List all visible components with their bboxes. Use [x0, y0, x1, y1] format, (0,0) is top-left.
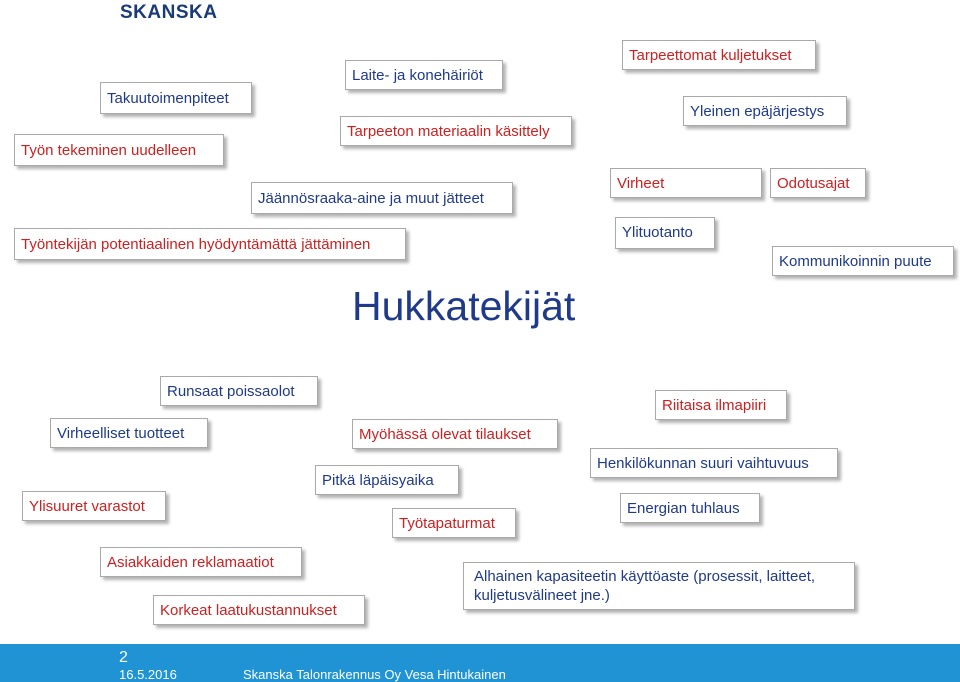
box-jaannosraaka-aine: Jäännösraaka-aine ja muut jätteet	[251, 182, 513, 214]
box-virheet: Virheet	[610, 168, 762, 198]
page-title: Hukkatekijät	[352, 283, 576, 329]
box-tarpeeton-materiaalin-kasittely: Tarpeeton materiaalin käsittely	[340, 116, 572, 146]
box-takuutoimenpiteet: Takuutoimenpiteet	[100, 82, 252, 114]
box-henkilokunnan-suuri-vaihtuvuus: Henkilökunnan suuri vaihtuvuus	[590, 448, 838, 478]
skanska-logo: SKANSKA	[120, 2, 218, 23]
footer-bar	[0, 644, 960, 682]
box-alhainen-kapasiteetin-kayttoaste: Alhainen kapasiteetin käyttöaste (prosessit, laitteet, kuljetusvälineet jne.)	[463, 562, 855, 610]
box-kommunikoinnin-puute: Kommunikoinnin puute	[772, 246, 954, 276]
box-pitka-lapaisyaika: Pitkä läpäisyaika	[315, 465, 459, 495]
box-asiakkaiden-reklamaatiot: Asiakkaiden reklamaatiot	[100, 547, 302, 577]
box-energian-tuhlaus: Energian tuhlaus	[620, 493, 760, 523]
box-korkeat-laatukustannukset: Korkeat laatukustannukset	[153, 595, 365, 625]
box-myohassa-olevat-tilaukset: Myöhässä olevat tilaukset	[352, 419, 558, 449]
footer-date: 16.5.2016	[119, 667, 177, 682]
box-tyotapaturmat: Työtapaturmat	[392, 508, 516, 538]
box-ylisuuret-varastot: Ylisuuret varastot	[22, 491, 166, 521]
box-riitaisa-ilmapiiri: Riitaisa ilmapiiri	[655, 390, 787, 420]
box-odotusajat: Odotusajat	[770, 168, 866, 198]
box-tyontekijan-potentiaalinen: Työntekijän potentiaalinen hyödyntämättä jättäminen	[14, 228, 406, 260]
box-tarpeettomat-kuljetukset: Tarpeettomat kuljetukset	[622, 40, 816, 70]
footer-credit: Skanska Talonrakennus Oy Vesa Hintukainen	[243, 667, 506, 682]
box-ylituotanto: Ylituotanto	[615, 217, 715, 249]
box-virheelliset-tuotteet: Virheelliset tuotteet	[50, 418, 208, 448]
box-yleinen-epajarjestys: Yleinen epäjärjestys	[683, 96, 847, 126]
box-runsaat-poissaolot: Runsaat poissaolot	[160, 376, 318, 406]
box-laite-ja-konehairiot: Laite- ja konehäiriöt	[345, 60, 503, 90]
page-number: 2	[119, 649, 128, 666]
box-tyon-tekeminen-uudelleen: Työn tekeminen uudelleen	[14, 134, 224, 166]
